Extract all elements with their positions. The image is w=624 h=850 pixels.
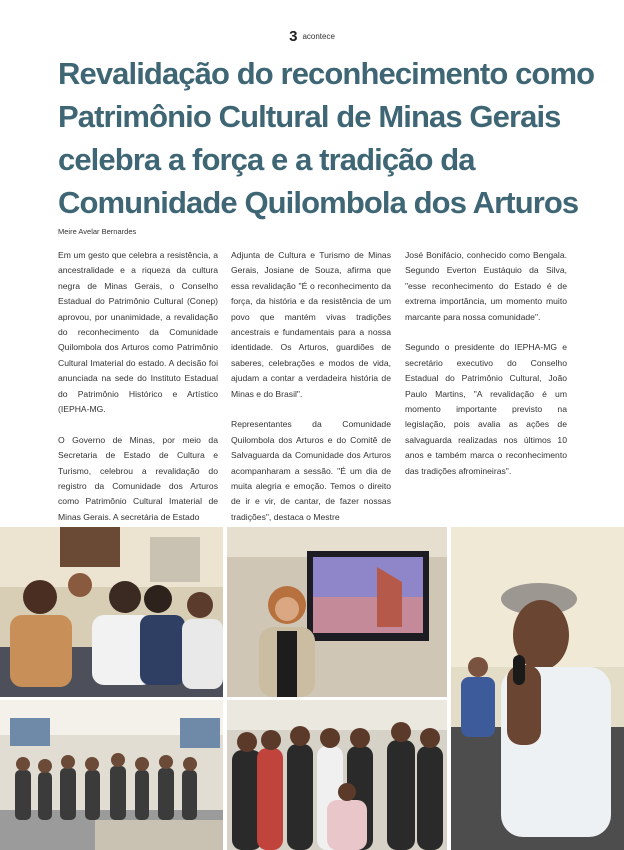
paragraph: Representantes da Comunidade Quilombola dos Arturos e do Comitê de Salvaguarda da Comunidade dos Arturos acompanharam a sessão. "É um dia de muita alegria e emoção. Temos o direito de ir e vir, de cantar, de fazer nossas tradições", destaca o Mestre [231, 419, 391, 522]
photo-speaker-presentation [227, 527, 447, 697]
article-column-2 [231, 248, 391, 541]
paragraph: José Bonifácio, conhecido como Bengala. Segundo Everton Eustáquio da Silva, "esse reconhecimento do Estado é de extrema importância, um momento muito marcante para nossa comunidade". [405, 250, 567, 322]
photo-elder-microphone [451, 527, 624, 850]
article-column-3 [405, 248, 567, 494]
page-number: 3 [289, 28, 298, 45]
headline-line: Revalidação do reconhecimento como [58, 56, 595, 91]
paragraph: Adjunta de Cultura e Turismo de Minas Gerais, Josiane de Souza, afirma que essa revalidação "É o reconhecimento da força, da história e da resistência de um povo que mantém vivas tradições ancestrais e fundamentais para a nossa identidade. Os Arturos, guardiões de saberes, celebrações e modos de vida, ajudam a contar a verdadeira história de Minas e do Brasil". [231, 250, 391, 399]
photo-meeting-room [0, 700, 223, 850]
page-header [0, 28, 624, 45]
headline-line: celebra a força e a tradição da [58, 142, 475, 177]
article-column-1 [58, 248, 218, 541]
headline-line: Comunidade Quilombola dos Arturos [58, 185, 579, 220]
photo-group-portrait [227, 700, 447, 850]
byline: Meire Avelar Bernardes [58, 227, 137, 236]
paragraph: Em um gesto que celebra a resistência, a ancestralidade e a riqueza da cultura negra de Minas Gerais, o Conselho Estadual do Patrimônio Cultural (Conep) aprovou, por unanimidade, a revalidação do reconhecimento da Comunidade Quilombola dos Arturos como Patrimônio Cultural Imaterial do estado. A decisão foi anunciada na sede do Instituto Estadual do Patrimônio Histórico e Artístico (IEPHA-MG. [58, 250, 218, 415]
photo-audience-seated [0, 527, 223, 697]
paragraph: Segundo o presidente do IEPHA-MG e secretário executivo do Conselho Estadual do Patrimônio Cultural, João Paulo Martins, "A revalidação é um momento importante previsto na legislação, pois avalia as ações de salvaguarda realizadas nos últimos 10 anos e também marca o reconhecimento das tradições afromineiras". [405, 342, 567, 476]
section-name: acontece [302, 32, 335, 41]
headline [58, 52, 595, 224]
headline-line: Patrimônio Cultural de Minas Gerais [58, 99, 561, 134]
paragraph: O Governo de Minas, por meio da Secretaria de Estado de Cultura e Turismo, celebrou a revalidação do registro da Comunidade dos Arturos como Patrimônio Cultural Imaterial de Minas Gerais. A secretária de Estado [58, 434, 218, 522]
